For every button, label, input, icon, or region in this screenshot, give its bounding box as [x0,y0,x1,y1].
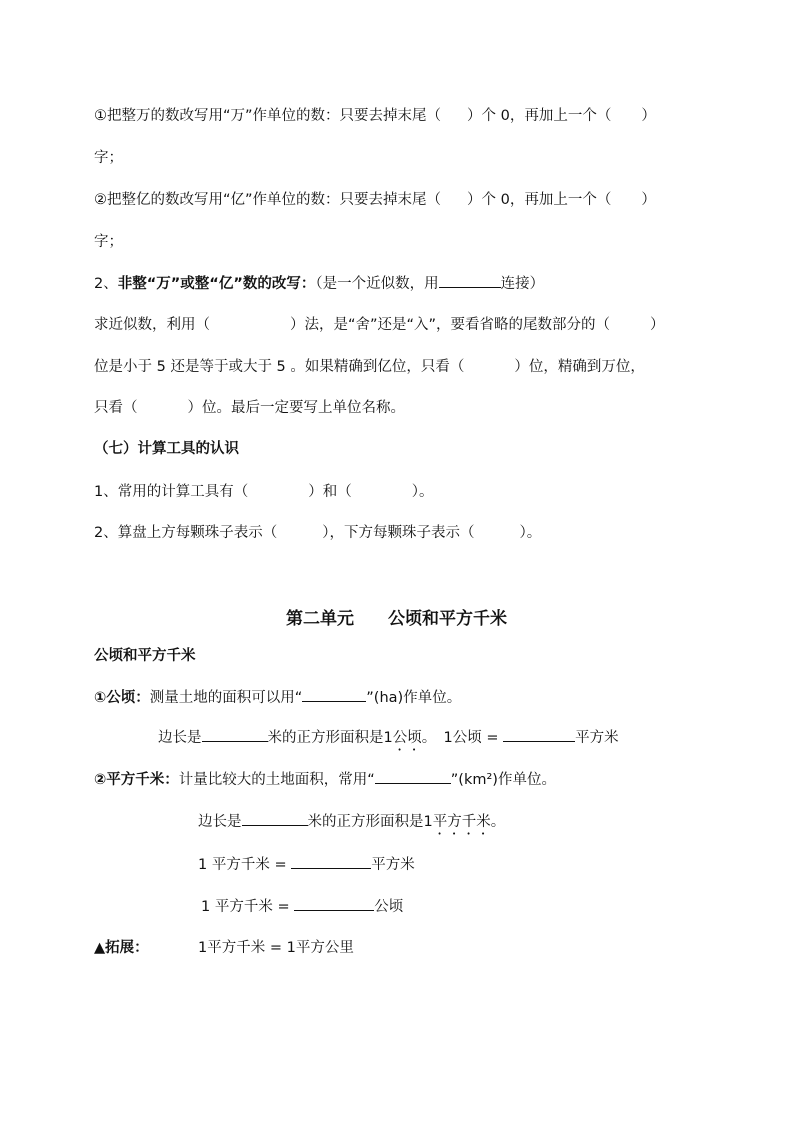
text: 公顷 [374,899,404,915]
unit-title: 第二单元 公顷和平方千米 [286,609,507,629]
text: ） [650,317,665,333]
approx-line [94,357,645,377]
text: ”(ha)作单位。 [366,690,462,706]
text: 1、常用的计算工具有（ [94,484,249,500]
rule-wan [94,106,656,126]
text: ）。 [411,484,434,500]
text: 边长是 [158,730,202,746]
text: 2、 [94,276,118,292]
text: 平方米 [575,730,619,746]
sqkm-line [198,811,505,838]
text: ）个 0，再加上一个（ [467,192,612,208]
tools-line [94,482,433,502]
blank[interactable] [294,896,374,911]
blank[interactable] [291,854,371,869]
text: 位是小于 5 还是等于或大于 5 。如果精确到亿位，只看（ [94,359,465,375]
text: ） [641,192,656,208]
approx-line [94,315,665,335]
text: 2、算盘上方每颗珠子表示（ [94,525,278,541]
hectare-def [94,687,461,708]
text: 1平方千米 = 1平方公里 [198,940,354,956]
text: 1 平方千米 = [201,899,295,915]
extension [94,938,354,958]
text: 。 1公顷 = [421,730,504,746]
text: 计量比较大的土地面积，常用“ [178,772,375,788]
section-heading: （七）计算工具的认识 [94,441,239,457]
text: ”(km²)作单位。 [450,772,556,788]
text: 连接） [500,276,545,292]
text: 字； [94,234,123,250]
text: 。 [490,814,506,830]
text: ②平方千米： [94,772,179,788]
blank[interactable] [202,727,268,742]
text: 1 平方千米 = [198,857,292,873]
text: ）和（ [308,484,352,500]
sqkm-ha [201,896,403,917]
text: 字； [94,150,123,166]
text: 米的正方形面积是1 [267,730,393,746]
text: ②把整亿的数改写用“亿”作单位的数：只要去掉末尾（ [94,192,442,208]
text: 边长是 [198,814,242,830]
text: 测量土地的面积可以用“ [149,690,303,706]
text: 只看（ [94,400,138,416]
text: ）位，精确到万位， [514,359,645,375]
sqkm-def [94,769,556,790]
text: 米的正方形面积是1 [307,814,433,830]
approx-line [94,398,405,418]
text: 平方千米 [432,814,491,830]
rule-yi [94,190,656,210]
approx-heading [94,273,544,294]
abacus-line [94,523,541,543]
text: ） [641,108,656,124]
text: ）法，是“舍”还是“入”，要看省略的尾数部分的（ [290,317,611,333]
text: ）位。最后一定要写上单位名称。 [187,400,405,416]
text: 求近似数，利用（ [94,317,210,333]
text: 非整“万”或整“亿”数的改写： [117,276,316,292]
sqkm-sqm [198,854,415,875]
text: （是一个近似数，用 [315,276,439,292]
blank[interactable] [242,811,308,826]
text: ），下方每颗珠子表示（ [322,525,475,541]
blank[interactable] [503,727,575,742]
text: ▲拓展： [94,940,149,956]
subtitle: 公顷和平方千米 [94,648,196,664]
text: 公顷 [392,730,422,746]
text: ①公顷： [94,690,150,706]
blank[interactable] [302,687,366,702]
blank[interactable] [375,769,451,784]
hectare-line [158,727,619,754]
text: ①把整万的数改写用“万”作单位的数：只要去掉末尾（ [94,108,442,124]
text: ）个 0，再加上一个（ [467,108,612,124]
text: 平方米 [371,857,415,873]
text: ）。 [519,525,542,541]
blank[interactable] [439,273,501,288]
